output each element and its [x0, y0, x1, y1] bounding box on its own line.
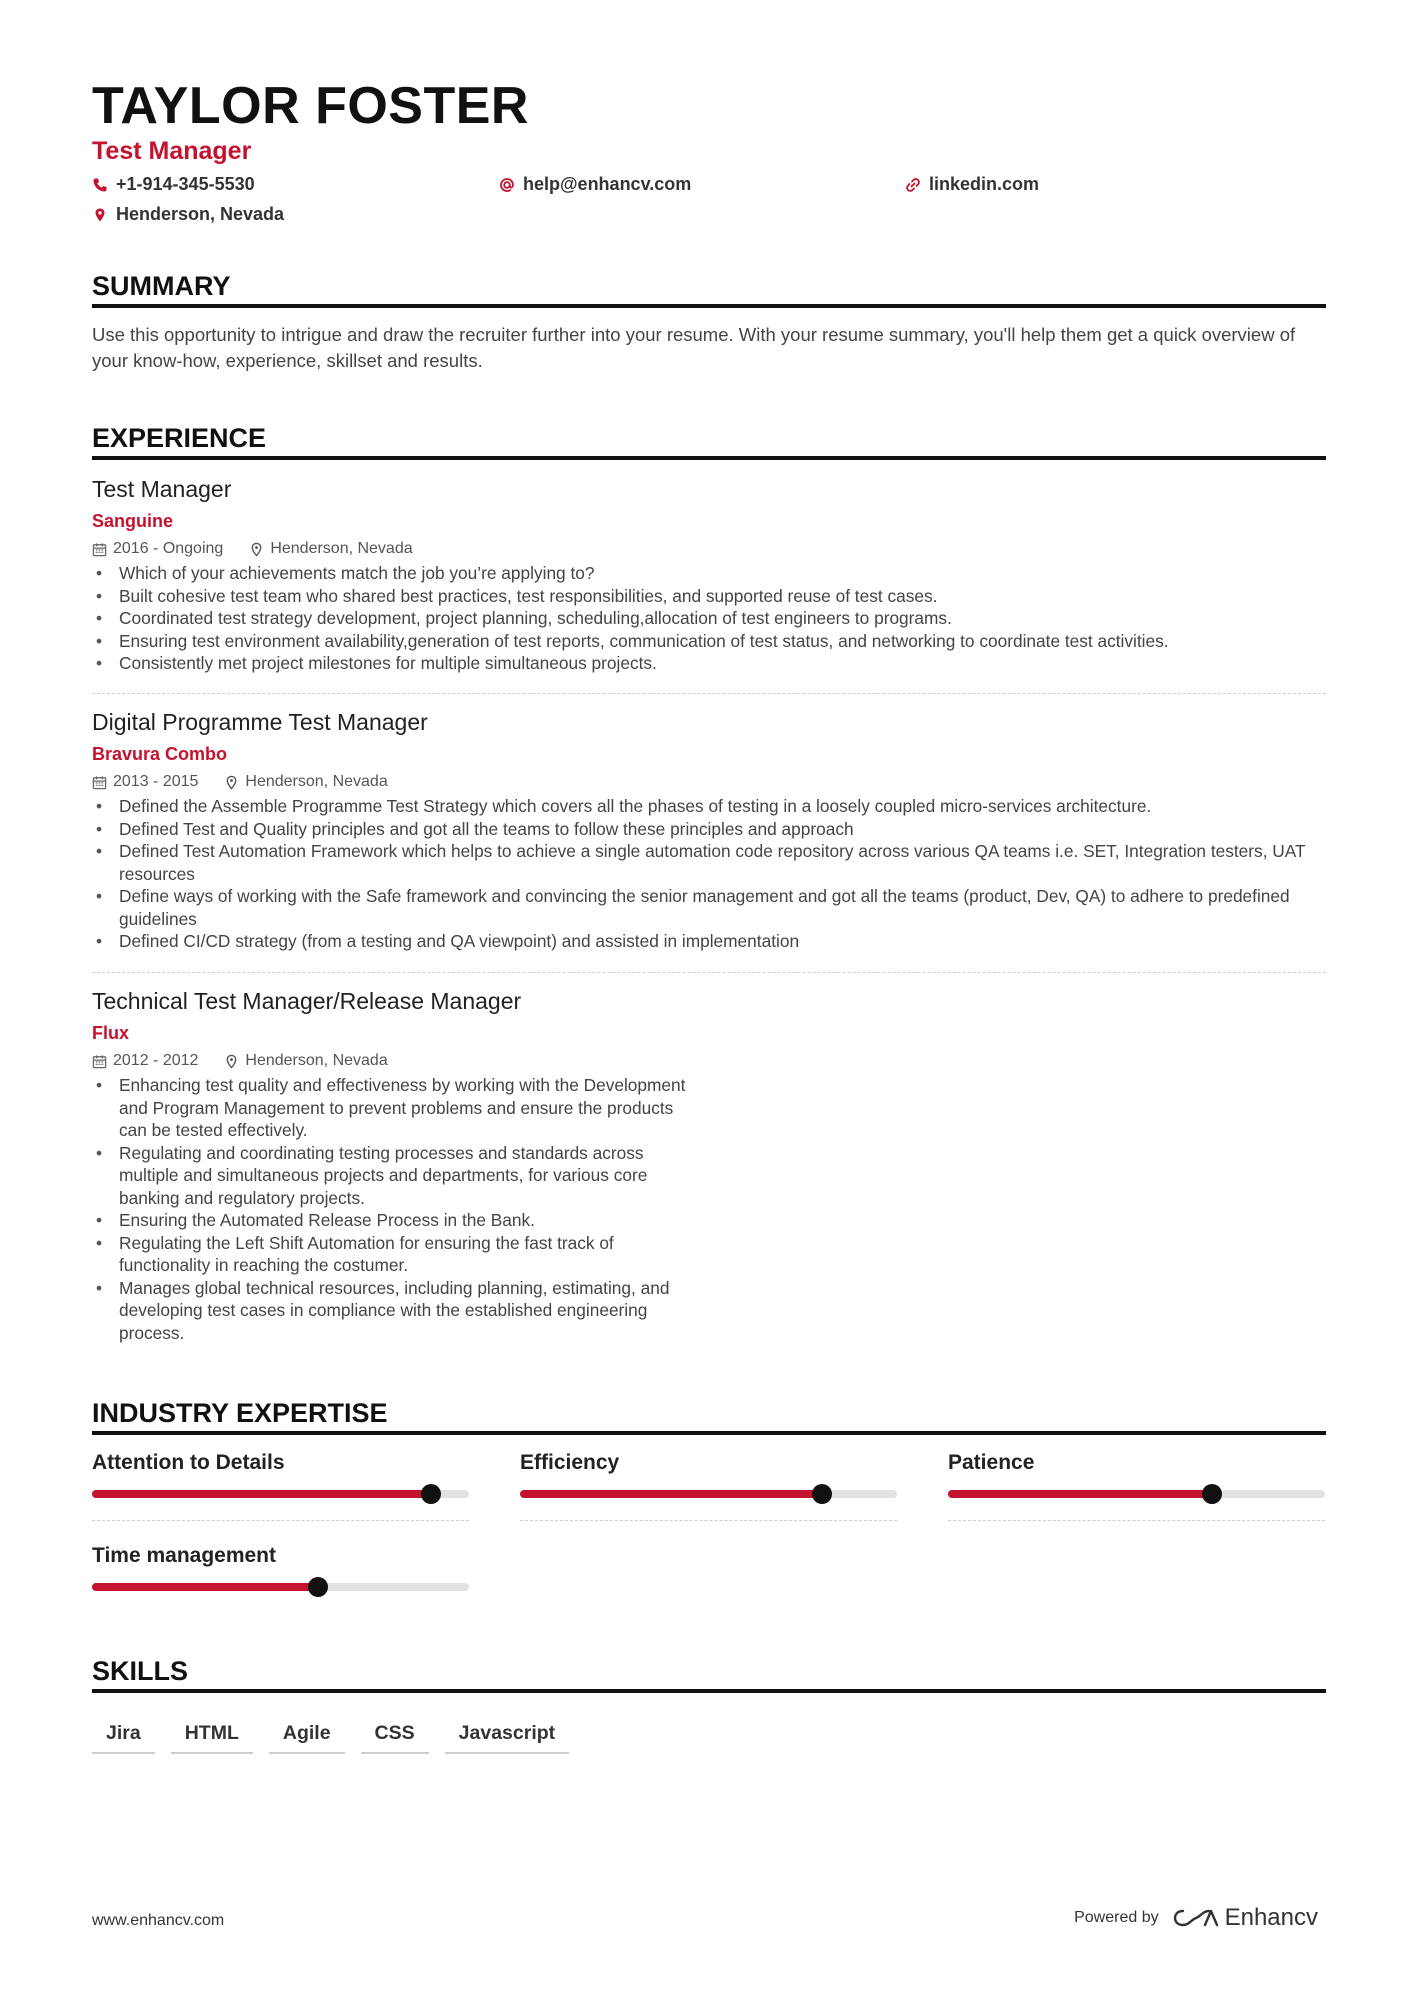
job-entry — [92, 707, 1326, 953]
job-bullets — [92, 1074, 692, 1344]
job-meta — [92, 1051, 1326, 1071]
expertise-knob — [812, 1484, 832, 1504]
job-meta — [92, 772, 1326, 792]
job-location: Henderson, Nevada — [224, 1051, 387, 1071]
expertise-fill — [92, 1490, 431, 1498]
expertise-slider — [92, 1583, 469, 1591]
expertise-name: Time management — [92, 1544, 277, 1567]
brand-name: Enhancv — [1224, 1904, 1318, 1931]
skills-list — [92, 1718, 569, 1754]
list-item: • Consistently met project milestones for multiple simultaneous projects. — [92, 652, 1326, 675]
list-item: • Regulating and coordinating testing processes and standards across multiple and simultaneous projects and departments, for various core banking and regulatory projects. — [92, 1142, 692, 1210]
job-location: Henderson, Nevada — [224, 772, 387, 792]
expertise-knob — [308, 1577, 328, 1597]
expertise-fill — [92, 1583, 318, 1591]
job-divider — [92, 693, 1326, 694]
expertise-slider — [92, 1490, 469, 1498]
expertise-heading: INDUSTRY EXPERTISE — [92, 1398, 1326, 1435]
job-meta — [92, 539, 1326, 559]
resume-page — [92, 0, 1326, 1995]
link-icon — [905, 177, 921, 193]
phone-text: +1-914-345-5530 — [116, 174, 255, 194]
footer-branding — [1074, 1904, 1318, 1932]
expertise-fill — [520, 1490, 822, 1498]
footer-website[interactable]: www.enhancv.com — [92, 1912, 225, 1929]
company-name: Bravura Combo — [92, 744, 228, 764]
at-icon — [499, 177, 515, 193]
expertise-fill — [948, 1490, 1212, 1498]
list-item: • Coordinated test strategy development, project planning, scheduling,allocation of test engineers to programs. — [92, 607, 1326, 630]
expertise-knob — [1202, 1484, 1222, 1504]
email-text: help@enhancv.com — [523, 174, 692, 194]
skill-tag: Agile — [269, 1718, 345, 1754]
expertise-item — [948, 1451, 1325, 1521]
contact-linkedin[interactable] — [905, 174, 1039, 195]
job-title: Technical Test Manager/Release Manager — [92, 988, 522, 1014]
list-item: • Ensuring test environment availability,generation of test reports, communication of test status, and networking to coordinate test activities. — [92, 630, 1326, 653]
contact-location — [92, 204, 284, 225]
expertise-item — [92, 1451, 469, 1521]
location-pin-icon — [224, 1054, 239, 1069]
list-item: • Which of your achievements match the job you’re applying to? — [92, 562, 1326, 585]
expertise-item — [520, 1451, 897, 1521]
candidate-title: Test Manager — [92, 137, 252, 165]
location-pin-icon — [249, 542, 264, 557]
job-bullets — [92, 795, 1326, 953]
summary-heading: SUMMARY — [92, 271, 1326, 308]
skills-heading: SKILLS — [92, 1656, 1326, 1693]
job-location: Henderson, Nevada — [249, 539, 412, 559]
experience-heading: EXPERIENCE — [92, 423, 1326, 460]
expertise-divider — [520, 1520, 897, 1521]
enhancv-logo-icon — [1173, 1906, 1219, 1930]
job-dates: 2016 - Ongoing — [92, 539, 223, 559]
skill-tag: HTML — [171, 1718, 253, 1754]
company-name: Flux — [92, 1023, 130, 1043]
contact-email[interactable] — [499, 174, 691, 195]
expertise-name: Patience — [948, 1451, 1035, 1474]
list-item: • Ensuring the Automated Release Process in the Bank. — [92, 1209, 692, 1232]
list-item: • Manages global technical resources, including planning, estimating, and developing test cases in compliance with the established engineering process. — [92, 1277, 692, 1345]
list-item: • Defined the Assemble Programme Test Strategy which covers all the phases of testing in a loosely coupled micro-services architecture. — [92, 795, 1326, 818]
job-dates: 2012 - 2012 — [92, 1051, 198, 1071]
summary-text: Use this opportunity to intrigue and draw the recruiter further into your resume. With your resume summary, you'll help them get a quick overview of your know-how, experience, skillset and results. — [92, 324, 1296, 371]
list-item: • Regulating the Left Shift Automation for ensuring the fast track of functionality in reaching the costumer. — [92, 1232, 692, 1277]
location-pin-icon — [92, 207, 108, 223]
expertise-name: Efficiency — [520, 1451, 620, 1474]
skill-tag: Javascript — [445, 1718, 569, 1754]
skill-tag: Jira — [92, 1718, 155, 1754]
company-name: Sanguine — [92, 511, 174, 531]
job-bullets — [92, 562, 1326, 675]
powered-by-label: Powered by — [1074, 1909, 1159, 1926]
job-divider — [92, 972, 1326, 973]
phone-icon — [92, 177, 108, 193]
expertise-name: Attention to Details — [92, 1451, 285, 1474]
location-pin-icon — [224, 775, 239, 790]
calendar-icon — [92, 542, 107, 557]
job-entry — [92, 474, 1326, 675]
job-entry — [92, 986, 1326, 1344]
list-item: • Enhancing test quality and effectiveness by working with the Development and Program Management to prevent problems and ensure the products can be tested effectively. — [92, 1074, 692, 1142]
expertise-divider — [948, 1520, 1325, 1521]
list-item: • Defined Test Automation Framework which helps to achieve a single automation code repository across various QA teams i.e. SET, Integration testers, UAT resources — [92, 840, 1326, 885]
job-title: Digital Programme Test Manager — [92, 709, 428, 735]
expertise-slider — [520, 1490, 897, 1498]
list-item: • Defined CI/CD strategy (from a testing and QA viewpoint) and assisted in implementation — [92, 930, 1326, 953]
expertise-divider — [92, 1520, 469, 1521]
calendar-icon — [92, 1054, 107, 1069]
job-title: Test Manager — [92, 476, 232, 502]
location-text: Henderson, Nevada — [116, 204, 285, 224]
job-dates: 2013 - 2015 — [92, 772, 198, 792]
contact-phone[interactable] — [92, 174, 255, 195]
list-item: • Define ways of working with the Safe framework and convincing the senior management and got all the teams (product, Dev, QA) to adhere to predefined guidelines — [92, 885, 1326, 930]
expertise-knob — [421, 1484, 441, 1504]
linkedin-text: linkedin.com — [929, 174, 1040, 194]
calendar-icon — [92, 775, 107, 790]
brand-logo[interactable] — [1173, 1904, 1318, 1932]
list-item: • Built cohesive test team who shared best practices, test responsibilities, and supported reuse of test cases. — [92, 585, 1326, 608]
skill-tag: CSS — [361, 1718, 429, 1754]
candidate-name: TAYLOR FOSTER — [92, 77, 529, 135]
expertise-slider — [948, 1490, 1325, 1498]
expertise-item — [92, 1544, 469, 1591]
list-item: • Defined Test and Quality principles and got all the teams to follow these principles and approach — [92, 818, 1326, 841]
